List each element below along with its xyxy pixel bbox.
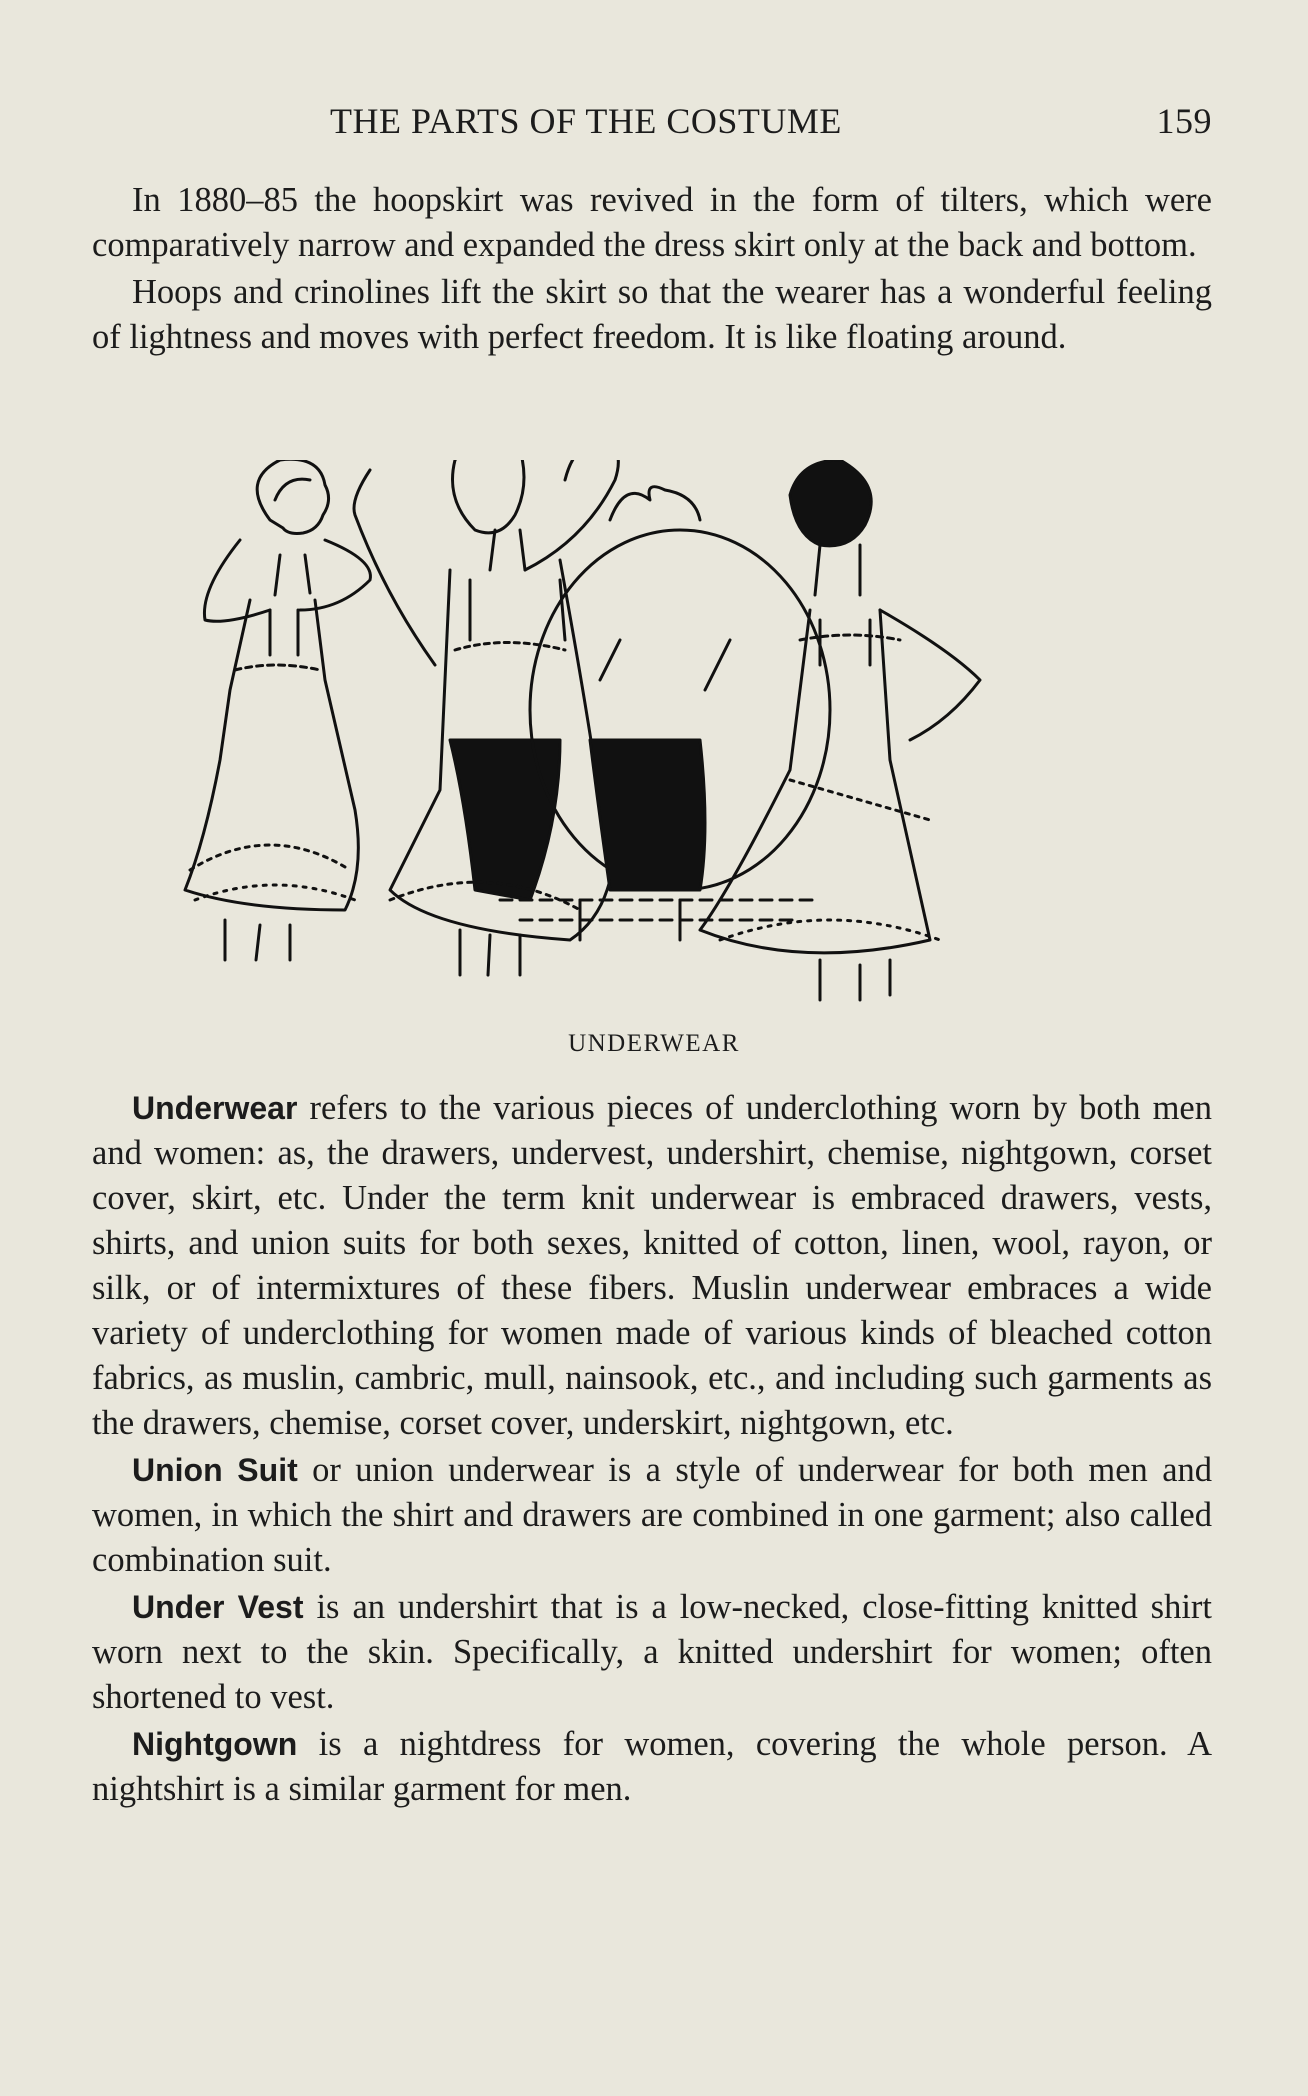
- figure-woman-center: [354, 460, 618, 975]
- definition-underwear: [92, 1086, 1212, 1446]
- definitions: [92, 1086, 1212, 1812]
- term-nightgown: Nightgown: [132, 1726, 298, 1762]
- definition-nightgown-text: is a nightdress for women, covering the whole person. A nightshirt is a similar garment for men.: [92, 1725, 1212, 1808]
- definition-underwear-text: refers to the various pieces of underclothing worn by both men and women: as, the drawers, undervest, undershirt, chemise, nightgown, corset cover, skirt, etc. Under the term knit underwear is embraced drawers, vests, shirts, and union suits for both sexes, knitted of cotton, linen, wool, rayon, or silk, or of intermixtures of these fibers. Muslin underwear embraces a wide variety of underclothing for women made of various kinds of bleached cotton fabrics, as muslin, cambric, mull, nainsook, etc., and including such garments as the drawers, chemise, corset cover, underskirt, nightgown, etc.: [92, 1089, 1212, 1442]
- definition-union-suit-text: or union underwear is a style of underwear for both men and women, in which the shirt and drawers are combined in one garment; also called combination suit.: [92, 1451, 1213, 1579]
- figure-woman-left: [185, 460, 370, 960]
- intro-text: [92, 178, 1212, 360]
- paragraph-tilters: In 1880–85 the hoopskirt was revived in the form of tilters, which were comparatively narrow and expanded the dress skirt only at the back and bottom.: [92, 181, 1212, 264]
- term-under-vest: Under Vest: [132, 1589, 304, 1625]
- page-number: 159: [1156, 101, 1212, 141]
- running-head: [92, 100, 1212, 150]
- definition-under-vest-text: is an undershirt that is a low-necked, close-fitting knitted shirt worn next to the skin. Specifically, a knitted undershirt for women; often shortened to vest.: [92, 1588, 1213, 1716]
- definition-under-vest: [92, 1585, 1212, 1720]
- paragraph-hoops: Hoops and crinolines lift the skirt so that the wearer has a wonderful feeling of lightness and moves with perfect freedom. It is like floating around.: [92, 273, 1212, 356]
- running-head-title: THE PARTS OF THE COSTUME: [330, 101, 842, 141]
- term-union-suit: Union Suit: [132, 1452, 298, 1488]
- underwear-illustration: [120, 460, 1120, 1030]
- term-underwear: Underwear: [132, 1090, 298, 1126]
- figure-caption: UNDERWEAR: [568, 1030, 740, 1057]
- definition-union-suit: [92, 1448, 1212, 1583]
- definition-nightgown: [92, 1722, 1212, 1812]
